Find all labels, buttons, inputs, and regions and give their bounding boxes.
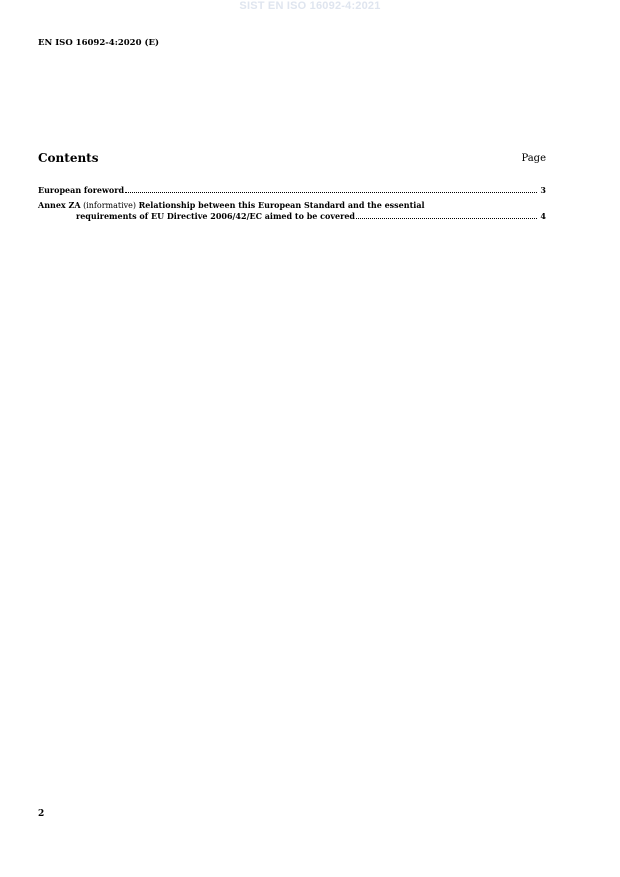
annex-label: Annex ZA — [38, 200, 81, 210]
toc-entry-page: 3 — [540, 185, 546, 195]
annex-type: (informative) — [83, 201, 137, 210]
document-id: EN ISO 16092-4:2020 (E) — [38, 38, 159, 48]
table-of-contents — [38, 185, 546, 226]
page-column-label: Page — [521, 153, 546, 164]
contents-title: Contents — [38, 151, 99, 165]
toc-entry-label: European foreword — [38, 185, 125, 195]
toc-leader-dots — [356, 218, 537, 219]
toc-entry-foreword[interactable] — [38, 185, 546, 195]
annex-title-line1: Relationship between this European Standard and the essential — [138, 200, 425, 210]
watermark: SIST EN ISO 16092-4:2021 — [239, 0, 381, 12]
toc-leader-dots — [125, 192, 537, 193]
page-number: 2 — [38, 809, 45, 819]
toc-entry-annex-za[interactable] — [38, 200, 546, 221]
toc-entry-page: 4 — [540, 211, 546, 221]
annex-title-line2: requirements of EU Directive 2006/42/EC aimed to be covered — [76, 211, 356, 221]
